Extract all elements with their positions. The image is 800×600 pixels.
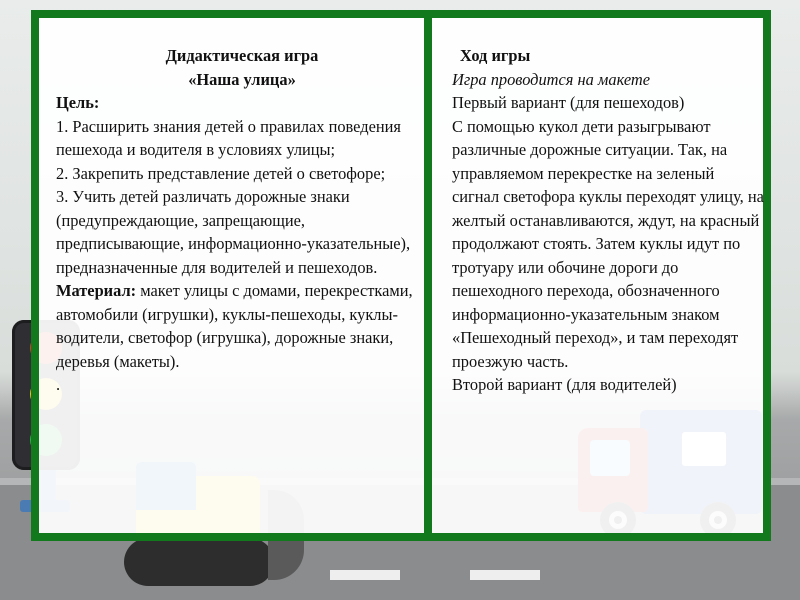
goal-item: 3. Учить детей различать дорожные знаки (предупреждающие, запрещающие, предписывающие, информационно-указательные), предназначенные для водителей и пешеходов.: [56, 187, 411, 277]
material-label: Материал:: [56, 281, 137, 300]
variant-two: Второй вариант (для водителей): [452, 375, 677, 394]
section-title: Ход игры: [460, 46, 531, 65]
section-subtitle: Игра проводится на макете: [452, 69, 651, 89]
trailing-dot: .: [56, 375, 61, 394]
game-description: С помощью кукол дети разыгрывают различные дорожные ситуации. Так, на управляемом перекрестке на зеленый сигнал светофора куклы переходят улицу, на желтый останавливаются, ждут, на красный продолжают стоять. Затем куклы идут по тротуару или обочине дороги до пешеходного перехода, обозначенного информационно-указательным знаком «Пешеходный переход», и там переходят проезжую часть.: [452, 116, 764, 371]
material-text: макет улицы с домами, перекрестками, автомобили (игрушки), куклы-пешеходы, куклы-водители, светофор (игрушка), дорожные знаки, деревья (макеты).: [56, 281, 413, 371]
goal-item: 2. Закрепить представление детей о светофоре;: [56, 163, 386, 183]
game-title: Дидактическая игра: [165, 46, 319, 65]
variant-one: Первый вариант (для пешеходов): [452, 93, 685, 112]
lane-marking: [330, 570, 400, 580]
right-column: [452, 44, 764, 397]
left-column: [56, 44, 428, 397]
lane-marking: [470, 570, 540, 580]
game-name: «Наша улица»: [188, 69, 296, 89]
material-paragraph: [56, 279, 428, 373]
goal-label: Цель:: [56, 93, 100, 112]
goal-item: 1. Расширить знания детей о правилах поведения пешехода и водителя в условиях улицы;: [56, 116, 401, 159]
